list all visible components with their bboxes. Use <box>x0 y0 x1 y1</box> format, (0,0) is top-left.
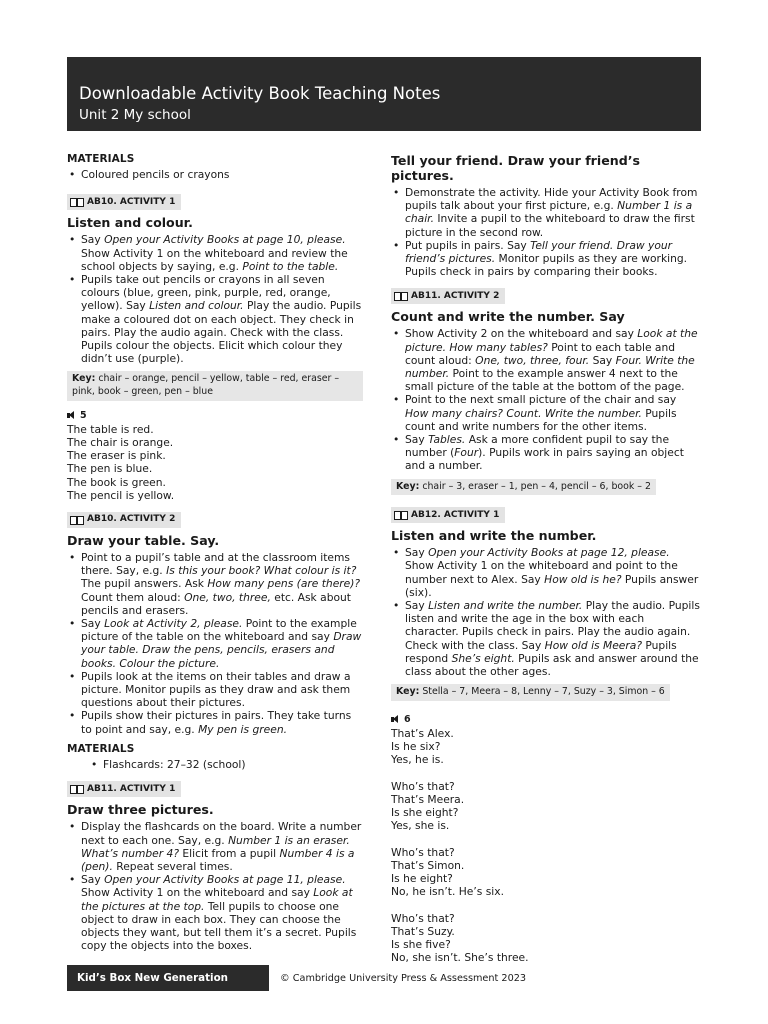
instruction-item: • Pupils take out pencils or crayons in all seven colours (blue, green, pink, purple, red, orange, yellow). Say Listen and colour. Play the audio. Pupils make a coloured dot on each object. They check in pairs. Play the audio again. Check with the class. Pupils colour the objects. Elicit which colour they didn’t use (purple). <box>67 273 363 365</box>
book-icon <box>394 510 408 520</box>
answer-key <box>67 371 363 400</box>
key-label: Key: <box>396 480 420 492</box>
audio-script <box>391 727 701 965</box>
speaker-icon <box>67 411 77 420</box>
instruction-list <box>391 186 701 278</box>
activity-title: Listen and colour. <box>67 215 193 231</box>
instruction-item: • Put pupils in pairs. Say Tell your friend. Draw your friend’s pictures. Monitor pupils as they are working. Pupils check in pairs by comparing their books. <box>391 239 701 279</box>
script-line: Who’s that? <box>391 779 455 793</box>
instruction-list <box>67 551 363 736</box>
script-line: That’s Meera. <box>391 793 465 807</box>
audio-number: 6 <box>404 713 411 725</box>
header-title: Downloadable Activity Book Teaching Notes <box>79 84 441 103</box>
activity-title: Draw your table. Say. <box>67 533 220 549</box>
book-icon <box>394 291 408 301</box>
badge-label: AB11. ACTIVITY 2 <box>411 290 500 301</box>
book-icon <box>70 784 84 794</box>
script-line: No, he isn’t. He’s six. <box>391 885 505 899</box>
audio-script <box>67 423 363 502</box>
right-column <box>391 153 701 965</box>
materials-heading: MATERIALS <box>67 742 135 755</box>
book-icon <box>70 197 84 207</box>
script-line: The table is red. <box>67 422 154 436</box>
activity-badge <box>391 288 505 304</box>
activity-badge <box>67 194 181 210</box>
header-subtitle: Unit 2 My school <box>79 107 191 123</box>
book-icon <box>70 515 84 525</box>
instruction-list <box>391 546 701 678</box>
script-line: That’s Suzy. <box>391 925 455 939</box>
materials-heading: MATERIALS <box>67 153 135 165</box>
instruction-item: • Demonstrate the activity. Hide your Activity Book from pupils talk about your first picture, e.g. Number 1 is a chair. Invite a pupil to the whiteboard to draw the first picture in the second row. <box>391 186 701 239</box>
speaker-icon <box>391 715 401 724</box>
key-label: Key: <box>72 373 96 385</box>
badge-label: AB10. ACTIVITY 1 <box>87 196 176 207</box>
activity-badge <box>67 512 181 528</box>
instruction-list <box>391 327 701 472</box>
instruction-item: • Say Listen and write the number. Play the audio. Pupils listen and write the age in the box with each character. Pupils check in pairs. Play the audio again. Check with the class. Say How old is Meera? Pupils respond She’s eight. Pupils ask and answer around the class about the other ages. <box>391 599 701 678</box>
instruction-item: • Say Tables. Ask a more confident pupil to say the number (Four). Pupils work in pairs saying an object and a number. <box>391 433 701 473</box>
footer-copyright: © Cambridge University Press & Assessment 2023 <box>280 972 527 984</box>
audio-number: 5 <box>80 409 87 421</box>
badge-label: AB12. ACTIVITY 1 <box>411 509 500 520</box>
key-text: Stella – 7, Meera – 8, Lenny – 7, Suzy – 3, Simon – 6 <box>422 686 665 698</box>
instruction-item: • Point to the next small picture of the chair and say How many chairs? Count. Write the number. Pupils count and write numbers for the other items. <box>391 393 701 433</box>
answer-key <box>391 479 656 496</box>
instruction-list <box>67 233 363 365</box>
badge-label: AB11. ACTIVITY 1 <box>87 783 176 794</box>
audio-track <box>391 713 701 726</box>
script-line: The pen is blue. <box>67 462 153 476</box>
instruction-item: • Pupils look at the items on their tables and draw a picture. Monitor pupils as they draw and ask them questions about their pictures. <box>67 670 363 710</box>
script-line: Yes, she is. <box>391 819 450 833</box>
key-text: chair – 3, eraser – 1, pen – 4, pencil – 6, book – 2 <box>422 480 651 492</box>
activity-title: Listen and write the number. <box>391 528 597 544</box>
key-text: chair – orange, pencil – yellow, table – red, eraser – pink, book – green, pen – blue <box>72 373 340 398</box>
instruction-item: • Say Open your Activity Books at page 11, please. Show Activity 1 on the whiteboard and say Look at the pictures at the top. Tell pupils to choose one object to draw in each box. They can choose the objects they want, but tell them it’s a secret. Pupils copy the objects into the boxes. <box>67 873 363 952</box>
script-line: Yes, he is. <box>391 753 444 767</box>
script-line: The pencil is yellow. <box>67 488 175 502</box>
script-line: That’s Simon. <box>391 859 465 873</box>
materials-list <box>67 168 363 181</box>
activity-title: Count and write the number. Say <box>391 309 625 325</box>
answer-key <box>391 684 670 701</box>
script-line: No, she isn’t. She’s three. <box>391 951 529 965</box>
instruction-list <box>67 820 363 952</box>
audio-track <box>67 409 363 422</box>
list-item: • Flashcards: 27–32 (school) <box>89 758 363 771</box>
script-line: Is she five? <box>391 938 451 952</box>
activity-badge <box>67 781 181 797</box>
key-label: Key: <box>396 686 420 698</box>
script-line: Is he six? <box>391 740 441 754</box>
script-line: Is she eight? <box>391 806 459 820</box>
script-line: The eraser is pink. <box>67 449 166 463</box>
instruction-item: • Say Open your Activity Books at page 10, please. Show Activity 1 on the whiteboard and review the school objects by saying, e.g. Point to the table. <box>67 233 363 273</box>
page-footer <box>67 965 527 1010</box>
script-line: The chair is orange. <box>67 436 174 450</box>
script-line: Is he eight? <box>391 872 453 886</box>
materials-list <box>67 758 363 771</box>
activity-title: Draw three pictures. <box>67 802 214 818</box>
left-column <box>67 153 363 952</box>
instruction-item: • Point to a pupil’s table and at the classroom items there. Say, e.g. Is this your book? What colour is it? The pupil answers. Ask How many pens (are there)? Count them aloud: One, two, three, etc. Ask about pencils and erasers. <box>67 551 363 617</box>
footer-brand: Kid’s Box New Generation Level 1 <box>67 965 269 991</box>
instruction-item: • Say Open your Activity Books at page 12, please. Show Activity 1 on the whiteboard and point to the number next to Alex. Say How old is he? Pupils answer (six). <box>391 546 701 599</box>
script-line: That’s Alex. <box>391 727 454 741</box>
script-line: Who’s that? <box>391 911 455 925</box>
instruction-item: • Pupils show their pictures in pairs. They take turns to point and say, e.g. My pen is green. <box>67 709 363 735</box>
script-line: Who’s that? <box>391 845 455 859</box>
instruction-item: • Show Activity 2 on the whiteboard and say Look at the picture. How many tables? Point to each table and count aloud: One, two, three, four. Say Four. Write the number. Point to the example answer 4 next to the small picture of the table at the bottom of the page. <box>391 327 701 393</box>
activity-badge <box>391 507 505 523</box>
list-item: • Coloured pencils or crayons <box>67 168 363 181</box>
instruction-item: • Display the flashcards on the board. Write a number next to each one. Say, e.g. Number 1 is an eraser. What’s number 4? Elicit from a pupil Number 4 is a (pen). Repeat several times. <box>67 820 363 873</box>
badge-label: AB10. ACTIVITY 2 <box>87 514 176 525</box>
activity-title: Tell your friend. Draw your friend’s pictures. <box>391 153 641 183</box>
page-header <box>67 57 701 131</box>
instruction-item: • Say Look at Activity 2, please. Point to the example picture of the table on the whiteboard and say Draw your table. Draw the pens, pencils, erasers and books. Colour the picture. <box>67 617 363 670</box>
script-line: The book is green. <box>67 475 166 489</box>
